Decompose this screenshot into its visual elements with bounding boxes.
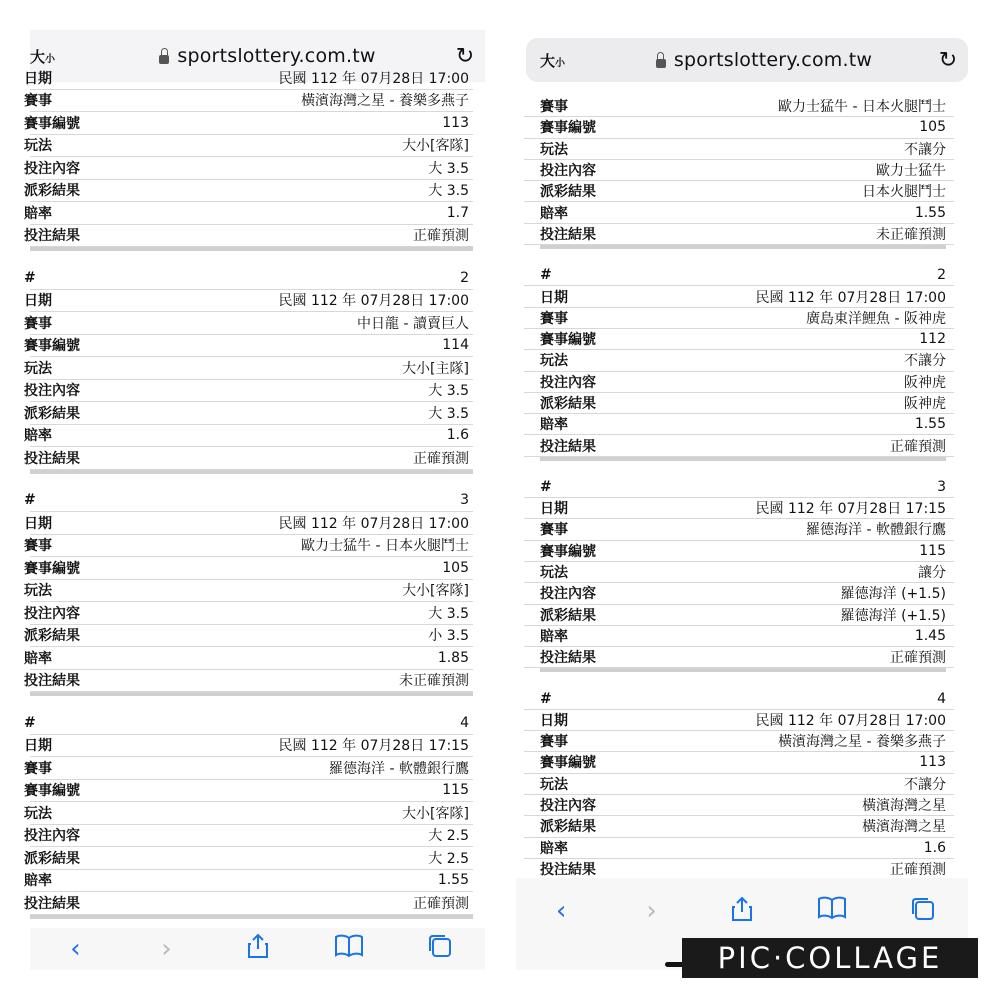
tabs-icon[interactable] (903, 896, 943, 929)
row-no: # 2 (30, 267, 473, 290)
row-match: 賽事 歐力士猛牛 - 日本火腿鬥士 (524, 96, 954, 117)
row-match-id: 賽事編號 115 (524, 541, 954, 562)
row-match-id: 賽事編號 105 (524, 117, 954, 138)
row-bet: 投注內容 阪神虎 (524, 372, 954, 393)
row-outcome: 投注結果 正確預測 (524, 435, 954, 456)
bookmarks-icon[interactable] (812, 896, 852, 927)
row-no: # 2 (524, 265, 954, 286)
row-play: 玩法 大小[客隊] (30, 580, 473, 603)
reload-icon[interactable]: ↻ (455, 43, 475, 69)
tabs-icon[interactable] (420, 933, 460, 966)
right-screenshot (516, 30, 968, 970)
row-match-id: 賽事編號 115 (30, 780, 473, 803)
lock-icon (656, 59, 666, 68)
bet-list[interactable] (24, 70, 485, 928)
row-outcome: 投注結果 正確預測 (30, 225, 473, 248)
row-play: 玩法 不讓分 (524, 139, 954, 160)
text-size-button[interactable]: 大小 (540, 51, 566, 70)
row-no: # 3 (30, 490, 473, 513)
row-match: 賽事 橫濱海灣之星 - 養樂多燕子 (30, 90, 473, 113)
row-odds: 賠率 1.6 (524, 838, 954, 859)
row-odds: 賠率 1.85 (30, 647, 473, 670)
row-result: 派彩結果 大 3.5 (30, 402, 473, 425)
left-screenshot (24, 30, 485, 970)
bet-list[interactable] (524, 82, 954, 878)
row-date: 日期 民國 112 年 07月28日 17:00 (524, 286, 954, 307)
row-odds: 賠率 1.55 (30, 870, 473, 893)
row-match: 賽事 中日龍 - 讀賣巨人 (30, 312, 473, 335)
row-bet: 投注內容 大 3.5 (30, 602, 473, 625)
row-match-id: 賽事編號 113 (30, 112, 473, 135)
row-outcome: 投注結果 未正確預測 (30, 670, 473, 693)
row-no: # 4 (30, 712, 473, 735)
row-odds: 賠率 1.55 (524, 202, 954, 223)
row-bet: 投注內容 羅德海洋 (+1.5) (524, 583, 954, 604)
collage-watermark: PIC·COLLAGE (682, 938, 978, 978)
row-date: 日期 民國 112 年 07月28日 17:00 (30, 67, 473, 90)
card-separator (30, 915, 473, 919)
row-odds: 賠率 1.45 (524, 626, 954, 647)
row-result: 派彩結果 大 3.5 (30, 180, 473, 203)
row-result: 派彩結果 阪神虎 (524, 393, 954, 414)
row-odds: 賠率 1.7 (30, 202, 473, 225)
row-date: 日期 民國 112 年 07月28日 17:15 (524, 498, 954, 519)
row-match-id: 賽事編號 114 (30, 335, 473, 358)
lock-icon (159, 55, 169, 64)
row-match-id: 賽事編號 105 (30, 557, 473, 580)
reload-icon[interactable]: ↻ (938, 47, 958, 73)
row-match-id: 賽事編號 112 (524, 329, 954, 350)
share-icon[interactable] (722, 896, 762, 929)
row-bet: 投注內容 大 2.5 (30, 825, 473, 848)
text-size-button[interactable]: 大小 (30, 47, 56, 66)
row-play: 玩法 不讓分 (524, 350, 954, 371)
url-field[interactable]: sportslottery.com.tw (90, 45, 445, 67)
forward-icon[interactable]: › (161, 934, 172, 964)
row-match: 賽事 橫濱海灣之星 - 養樂多燕子 (524, 731, 954, 752)
row-odds: 賠率 1.55 (524, 414, 954, 435)
back-icon[interactable]: ‹ (70, 934, 81, 964)
row-play: 玩法 讓分 (524, 562, 954, 583)
row-date: 日期 民國 112 年 07月28日 17:00 (30, 512, 473, 535)
row-match: 賽事 廣島東洋鯉魚 - 阪神虎 (524, 308, 954, 329)
browser-toolbar (30, 928, 485, 970)
bookmarks-icon[interactable] (329, 934, 369, 965)
row-outcome: 投注結果 正確預測 (524, 859, 954, 880)
row-play: 玩法 不讓分 (524, 774, 954, 795)
row-match: 賽事 羅德海洋 - 軟體銀行鷹 (524, 519, 954, 540)
row-bet: 投注內容 大 3.5 (30, 380, 473, 403)
row-no: # 3 (524, 477, 954, 498)
row-outcome: 投注結果 正確預測 (524, 647, 954, 668)
row-no: # 4 (524, 688, 954, 709)
row-match: 賽事 歐力士猛牛 - 日本火腿鬥士 (30, 535, 473, 558)
row-play: 玩法 大小[主隊] (30, 357, 473, 380)
row-result: 派彩結果 橫濱海灣之星 (524, 816, 954, 837)
back-icon[interactable]: ‹ (555, 896, 567, 926)
row-date: 日期 民國 112 年 07月28日 17:00 (30, 290, 473, 313)
row-play: 玩法 大小[客隊] (30, 802, 473, 825)
row-outcome: 投注結果 未正確預測 (524, 224, 954, 245)
row-result: 派彩結果 小 3.5 (30, 625, 473, 648)
row-outcome: 投注結果 正確預測 (30, 892, 473, 915)
url-field[interactable]: sportslottery.com.tw (600, 49, 928, 71)
row-bet: 投注內容 大 3.5 (30, 157, 473, 180)
row-odds: 賠率 1.6 (30, 425, 473, 448)
row-match-id: 賽事編號 113 (524, 752, 954, 773)
row-date: 日期 民國 112 年 07月28日 17:15 (30, 735, 473, 758)
row-bet: 投注內容 橫濱海灣之星 (524, 795, 954, 816)
address-bar[interactable] (526, 38, 968, 82)
share-icon[interactable] (238, 933, 278, 966)
row-result: 派彩結果 日本火腿鬥士 (524, 181, 954, 202)
row-play: 玩法 大小[客隊] (30, 135, 473, 158)
forward-icon[interactable]: › (646, 896, 657, 926)
row-bet: 投注內容 歐力士猛牛 (524, 160, 954, 181)
row-date: 日期 民國 112 年 07月28日 17:00 (524, 710, 954, 731)
row-match: 賽事 羅德海洋 - 軟體銀行鷹 (30, 757, 473, 780)
row-result: 派彩結果 大 2.5 (30, 847, 473, 870)
row-result: 派彩結果 羅德海洋 (+1.5) (524, 605, 954, 626)
row-outcome: 投注結果 正確預測 (30, 447, 473, 470)
